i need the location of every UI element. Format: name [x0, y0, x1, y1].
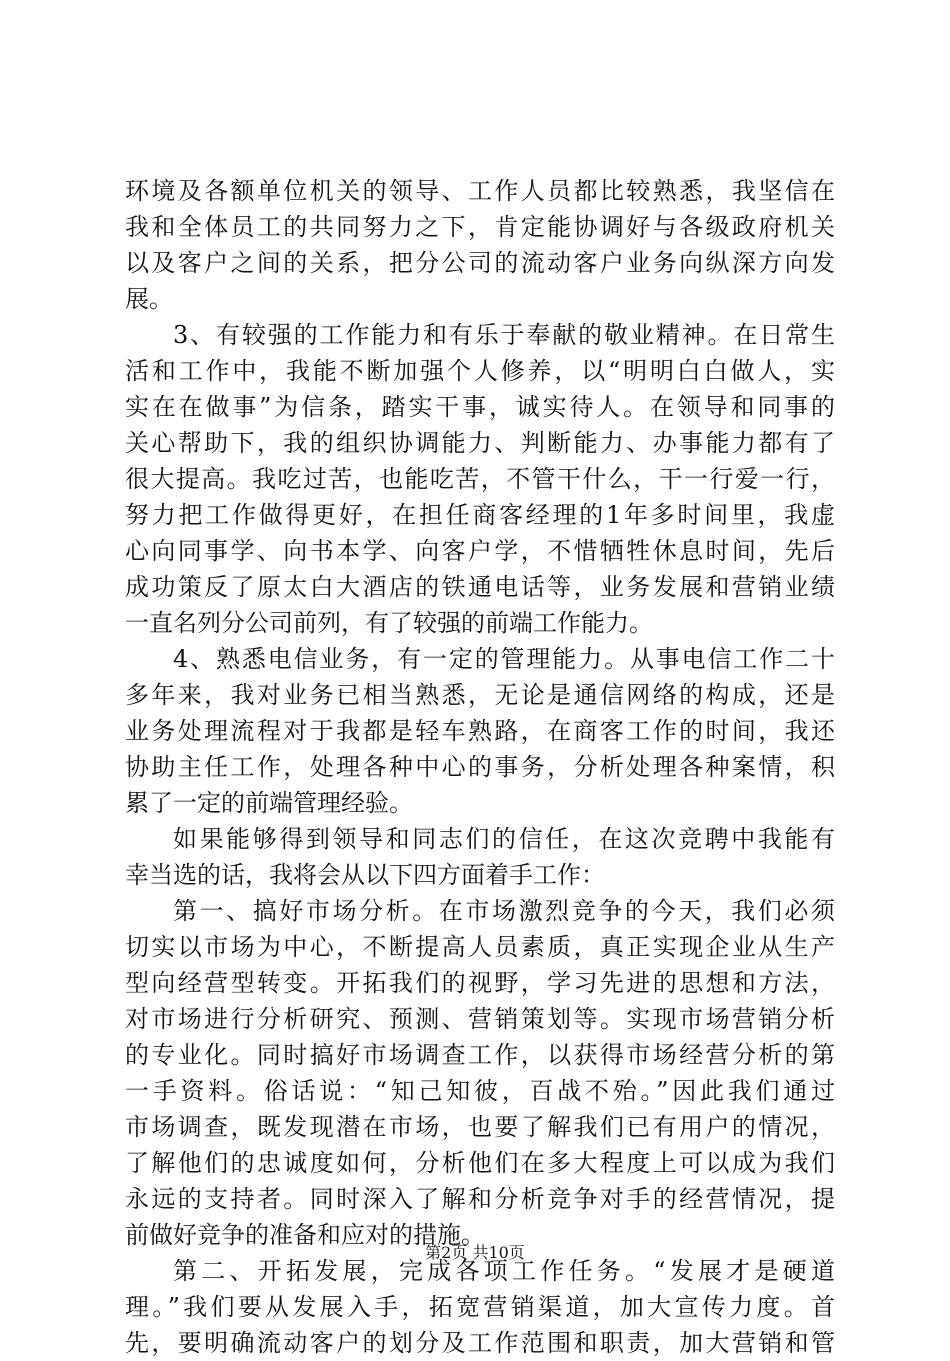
- text-line: 如果能够得到领导和同志们的信任，在这次竞聘中我能有: [173, 825, 835, 853]
- text-line: 前做好竞争的准备和应对的措施。: [125, 1221, 485, 1249]
- text-line: 我和全体员工的共同努力之下，肯定能协调好与各级政府机关: [125, 213, 835, 241]
- text-line: 成功策反了原太白大酒店的铁通电话等，业务发展和营销业绩: [125, 573, 835, 601]
- text-line: 很大提高。我吃过苦，也能吃苦，不管干什么，干一行爱一行，: [125, 465, 835, 493]
- text-line: 心向同事学、向书本学、向客户学，不惜牺牲休息时间，先后: [125, 537, 835, 565]
- text-line: 以及客户之间的关系，把分公司的流动客户业务向纵深方向发: [125, 249, 835, 277]
- text-line: 累了一定的前端管理经验。: [125, 789, 413, 817]
- text-line: 先，要明确流动客户的划分及工作范围和职责，加大营销和管: [125, 1329, 835, 1357]
- text-line: 第一、搞好市场分析。在市场激烈竞争的今天，我们必须: [173, 897, 835, 925]
- text-line: 环境及各额单位机关的领导、工作人员都比较熟悉，我坚信在: [125, 177, 835, 205]
- text-line: 幸当选的话，我将会从以下四方面着手工作：: [125, 861, 605, 889]
- text-line: 对市场进行分析研究、预测、营销策划等。实现市场营销分析: [125, 1005, 835, 1033]
- page-footer: 第2页 共10页: [425, 1243, 525, 1262]
- text-line: 一直名列分公司前列，有了较强的前端工作能力。: [125, 609, 653, 637]
- text-line: 努力把工作做得更好，在担任商客经理的1年多时间里，我虚: [125, 501, 835, 529]
- text-line: 第二、开拓发展，完成各项工作任务。“发展才是硬道: [173, 1257, 835, 1285]
- text-line: 型向经营型转变。开拓我们的视野，学习先进的思想和方法，: [125, 969, 835, 997]
- text-line: 理。”我们要从发展入手，拓宽营销渠道，加大宣传力度。首: [125, 1293, 835, 1321]
- text-line: 展。: [125, 285, 173, 313]
- text-line: 一手资料。俗话说：“知己知彼，百战不殆。”因此我们通过: [125, 1077, 835, 1105]
- text-line: 永远的支持者。同时深入了解和分析竞争对手的经营情况，提: [125, 1185, 835, 1213]
- text-line: 4、熟悉电信业务，有一定的管理能力。从事电信工作二十: [173, 645, 835, 673]
- text-line: 业务处理流程对于我都是轻车熟路，在商客工作的时间，我还: [125, 717, 835, 745]
- text-line: 的专业化。同时搞好市场调查工作，以获得市场经营分析的第: [125, 1041, 835, 1069]
- text-line: 活和工作中，我能不断加强个人修养，以“明明白白做人，实: [125, 357, 835, 385]
- text-line: 切实以市场为中心，不断提高人员素质，真正实现企业从生产: [125, 933, 835, 961]
- text-line: 协助主任工作，处理各种中心的事务，分析处理各种案情，积: [125, 753, 835, 781]
- text-line: 多年来，我对业务已相当熟悉，无论是通信网络的构成，还是: [125, 681, 835, 709]
- text-line: 3、有较强的工作能力和有乐于奉献的敬业精神。在日常生: [173, 321, 835, 349]
- text-line: 关心帮助下，我的组织协调能力、判断能力、办事能力都有了: [125, 429, 835, 457]
- document-body: [125, 173, 835, 1361]
- text-line: 实在在做事”为信条，踏实干事，诚实待人。在领导和同事的: [125, 393, 835, 421]
- text-line: 市场调查，既发现潜在市场，也要了解我们已有用户的情况，: [125, 1113, 835, 1141]
- text-line: 了解他们的忠诚度如何，分析他们在多大程度上可以成为我们: [125, 1149, 835, 1177]
